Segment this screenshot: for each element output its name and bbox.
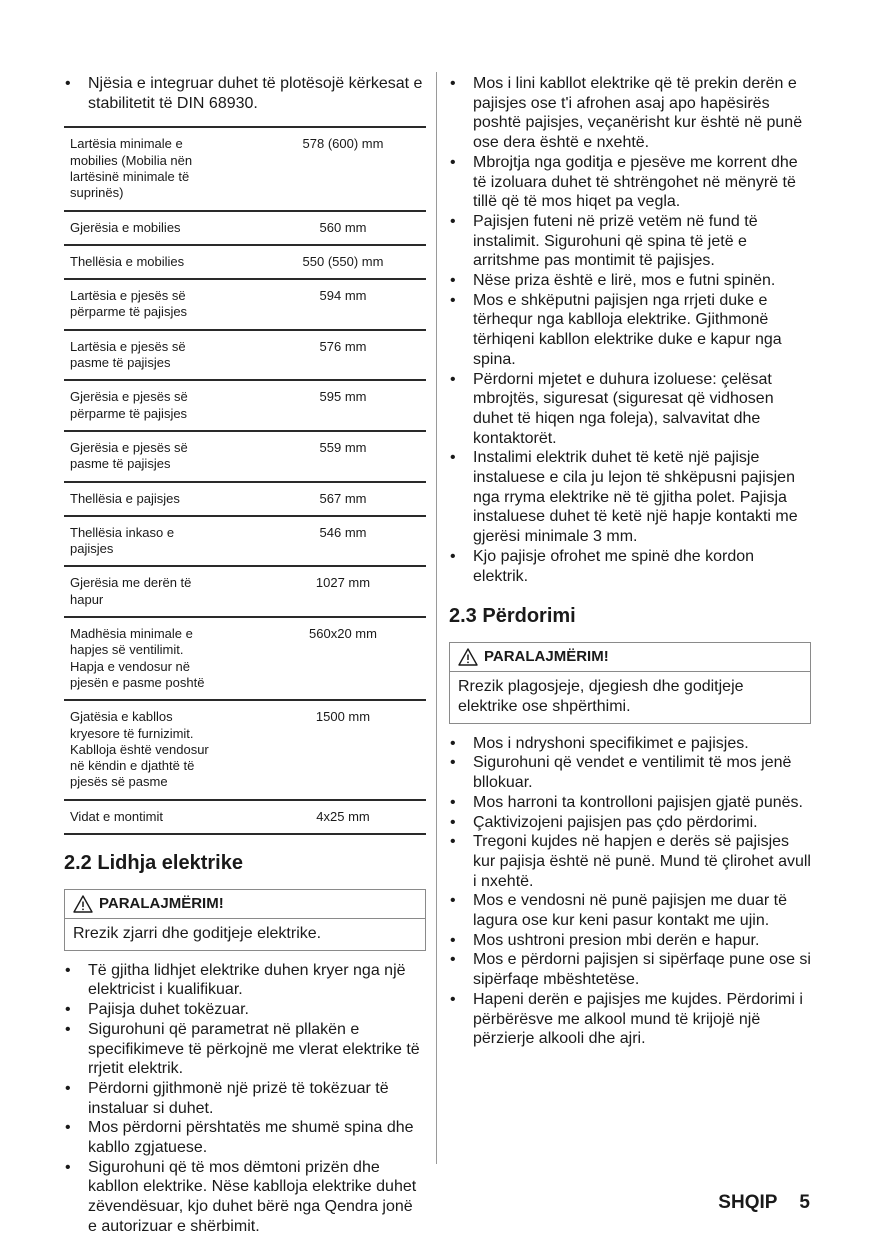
table-row bbox=[64, 330, 426, 381]
page-footer bbox=[718, 1192, 810, 1214]
list-item: • Mos përdorni përshtatës me shumë spina dhe kabllo zgjatuese. bbox=[64, 1118, 426, 1157]
section-heading-usage: 2.3 Përdorimi bbox=[449, 605, 576, 628]
list-item: • Sigurohuni që të mos dëmtoni prizën dhe kabllon elektrike. Nëse kablloja elektrike duhet zëvendësuar, kjo duhet bërë nga Qendra jonë e autorizuar e shërbimit. bbox=[64, 1158, 426, 1237]
warning-text: Rrezik plagosjeje, djegiesh dhe goditjeje elektrike ose shpërthimi. bbox=[458, 678, 744, 715]
list-item: • Mos i ndryshoni specifikimet e pajisjes. bbox=[449, 734, 811, 754]
dimension-label: Thellësia inkaso e pajisjes bbox=[64, 516, 220, 567]
dimension-label: Gjerësia me derën të hapur bbox=[64, 566, 220, 617]
section-heading-electrical: 2.2 Lidhja elektrike bbox=[64, 852, 243, 875]
warning-title: PARALAJMËRIM! bbox=[484, 648, 609, 666]
dimension-value: 595 mm bbox=[220, 380, 426, 431]
dimension-value: 594 mm bbox=[220, 279, 426, 330]
warning-box-electrical bbox=[64, 889, 426, 951]
usage-bullet-list bbox=[449, 734, 811, 1049]
dimension-value: 550 (550) mm bbox=[220, 245, 426, 279]
table-row bbox=[64, 482, 426, 516]
list-item: • Sigurohuni që vendet e ventilimit të mos jenë bllokuar. bbox=[449, 753, 811, 792]
table-row bbox=[64, 279, 426, 330]
table-row bbox=[64, 127, 426, 210]
list-item: • Mos ushtroni presion mbi derën e hapur. bbox=[449, 931, 811, 951]
list-item: • Njësia e integruar duhet të plotësojë kërkesat e stabilitetit të DIN 68930. bbox=[64, 74, 426, 113]
dimension-value: 546 mm bbox=[220, 516, 426, 567]
list-item: • Përdorni gjithmonë një prizë të tokëzuar të instaluar si duhet. bbox=[64, 1079, 426, 1118]
electrical-bullet-list bbox=[64, 961, 426, 1237]
dimension-value: 560x20 mm bbox=[220, 617, 426, 700]
list-item: • Mos e vendosni në punë pajisjen me duar të lagura ose kur keni pasur kontakt me ujin. bbox=[449, 891, 811, 930]
table-row bbox=[64, 211, 426, 245]
right-column bbox=[449, 74, 811, 1049]
table-row bbox=[64, 245, 426, 279]
warning-box-usage bbox=[449, 642, 811, 723]
dimension-label: Madhësia minimale e hapjes së ventilimit. Hapja e vendosur në pjesën e pasme poshtë bbox=[64, 617, 220, 700]
dimension-value: 1500 mm bbox=[220, 700, 426, 799]
warning-triangle-icon bbox=[458, 648, 478, 666]
footer-language: SHQIP bbox=[718, 1192, 778, 1213]
dimension-label: Gjerësia e mobilies bbox=[64, 211, 220, 245]
list-item: • Kjo pajisje ofrohet me spinë dhe kordon elektrik. bbox=[449, 547, 811, 586]
list-item: • Mbrojtja nga goditja e pjesëve me korrent dhe të izoluara duhet të shtrëngohet në mënyrë të tillë që të mos hiqet pa vegla. bbox=[449, 153, 811, 212]
dimension-value: 1027 mm bbox=[220, 566, 426, 617]
warning-text: Rrezik zjarri dhe goditjeje elektrike. bbox=[73, 925, 322, 943]
dimension-label: Thellësia e mobilies bbox=[64, 245, 220, 279]
list-item: • Tregoni kujdes në hapjen e derës së pajisjes kur pajisja është në punë. Mund të çlirohet avull i nxehtë. bbox=[449, 832, 811, 891]
list-item: • Mos harroni ta kontrolloni pajisjen gjatë punës. bbox=[449, 793, 811, 813]
list-item: • Mos e shkëputni pajisjen nga rrjeti duke e tërhequr nga kablloja elektrike. Gjithmonë tërhiqeni kabllon elektrike duke e kapur nga spina. bbox=[449, 291, 811, 370]
dimension-value: 567 mm bbox=[220, 482, 426, 516]
dimension-label: Lartësia e pjesës së përparme të pajisjes bbox=[64, 279, 220, 330]
dimension-label: Gjatësia e kabllos kryesore të furnizimit. Kablloja është vendosur në këndin e djathtë të pjesës së pasme bbox=[64, 700, 220, 799]
list-item: • Pajisjen futeni në prizë vetëm në fund të instalimit. Sigurohuni që spina të jetë e arritshme pas montimit të pajisjes. bbox=[449, 212, 811, 271]
list-item: • Hapeni derën e pajisjes me kujdes. Përdorimi i përbërësve me alkool mund të krijojë një përzierje alkooli dhe ajri. bbox=[449, 990, 811, 1049]
list-item: • Nëse priza është e lirë, mos e futni spinën. bbox=[449, 271, 811, 291]
list-item: • Çaktivizojeni pajisjen pas çdo përdorimi. bbox=[449, 813, 811, 833]
column-divider bbox=[436, 72, 437, 1164]
intro-bullet-list bbox=[64, 74, 426, 113]
dimension-label: Gjerësia e pjesës së pasme të pajisjes bbox=[64, 431, 220, 482]
list-item: • Pajisja duhet tokëzuar. bbox=[64, 1000, 426, 1020]
dimension-value: 559 mm bbox=[220, 431, 426, 482]
list-item: • Përdorni mjetet e duhura izoluese: çelësat mbrojtës, siguresat (siguresat që vidhosen duhet të hiqen nga foleja), salvavitat dhe kontaktorët. bbox=[449, 370, 811, 449]
left-column bbox=[64, 74, 426, 1237]
dimension-value: 4x25 mm bbox=[220, 800, 426, 834]
list-item: • Mos i lini kabllot elektrike që të prekin derën e pajisjes ose t'i afrohen asaj apo hapësirës poshtë pajisjes, veçanërisht kur është në punë ose dera është e nxehtë. bbox=[449, 74, 811, 153]
page-number: 5 bbox=[799, 1192, 810, 1213]
dimension-label: Thellësia e pajisjes bbox=[64, 482, 220, 516]
list-item: • Të gjitha lidhjet elektrike duhen kryer nga një elektricist i kualifikuar. bbox=[64, 961, 426, 1000]
electrical-continued-bullet-list bbox=[449, 74, 811, 586]
warning-triangle-icon bbox=[73, 895, 93, 913]
table-row bbox=[64, 566, 426, 617]
table-row bbox=[64, 617, 426, 700]
table-row bbox=[64, 516, 426, 567]
list-item: • Instalimi elektrik duhet të ketë një pajisje instaluese e cila ju lejon të shkëpusni pajisjen nga rryma elektrike në të gjitha polet. Pajisja instaluese duhet të ketë një hapje kontakti me gjerësi minimale 3 mm. bbox=[449, 448, 811, 547]
dimensions-table bbox=[64, 126, 426, 835]
warning-title: PARALAJMËRIM! bbox=[99, 895, 224, 913]
dimension-label: Lartësia minimale e mobilies (Mobilia nën lartësinë minimale të suprinës) bbox=[64, 127, 220, 210]
table-row bbox=[64, 800, 426, 834]
table-row bbox=[64, 431, 426, 482]
dimension-value: 560 mm bbox=[220, 211, 426, 245]
dimension-label: Lartësia e pjesës së pasme të pajisjes bbox=[64, 330, 220, 381]
table-row bbox=[64, 700, 426, 799]
dimension-value: 576 mm bbox=[220, 330, 426, 381]
dimension-label: Vidat e montimit bbox=[64, 800, 220, 834]
table-row bbox=[64, 380, 426, 431]
dimension-label: Gjerësia e pjesës së përparme të pajisjes bbox=[64, 380, 220, 431]
list-item: • Sigurohuni që parametrat në pllakën e specifikimeve të përkojnë me vlerat elektrike të rrjetit elektrik. bbox=[64, 1020, 426, 1079]
list-item: • Mos e përdorni pajisjen si sipërfaqe pune ose si sipërfaqe mbështetëse. bbox=[449, 950, 811, 989]
dimension-value: 578 (600) mm bbox=[220, 127, 426, 210]
